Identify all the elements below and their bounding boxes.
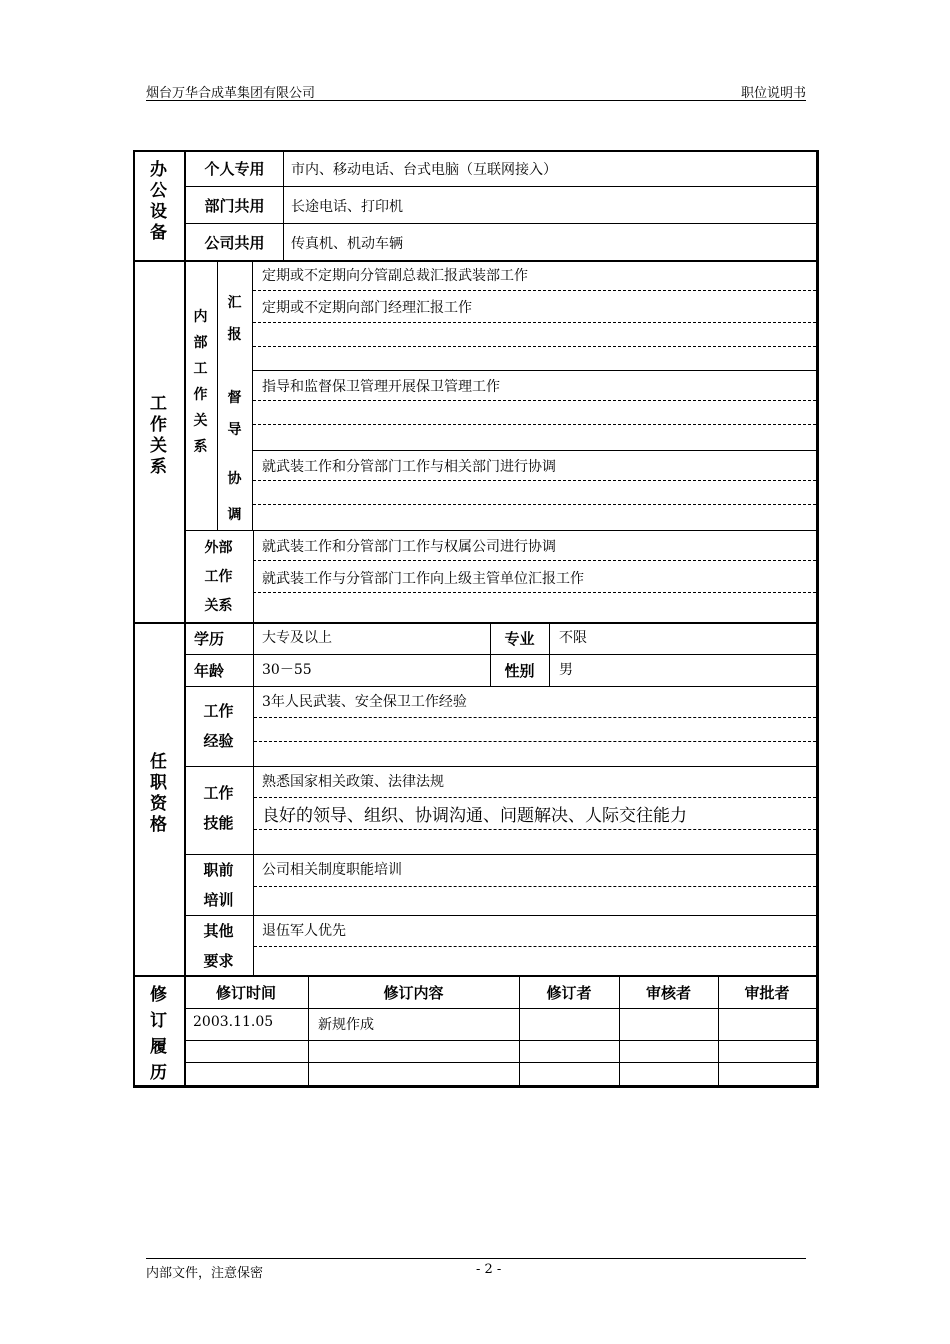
- training-line-1: 公司相关制度职能培训: [262, 862, 402, 878]
- report-line-2: 定期或不定期向部门经理汇报工作: [262, 300, 472, 316]
- revision-row-1-content: 新规作成: [318, 1017, 374, 1033]
- department-shared-value: 长途电话、打印机: [291, 199, 403, 215]
- education-label: 学历: [193, 630, 224, 648]
- major-label: 专业: [504, 630, 535, 648]
- internal-relations-label: 内部工作关系: [193, 309, 208, 455]
- external-line-2: 就武装工作与分管部门工作向上级主管单位汇报工作: [262, 571, 584, 587]
- experience-label: 工作经验: [203, 702, 234, 750]
- revision-header-reviewer: 审核者: [645, 984, 691, 1002]
- revision-section-label: 修订履历: [150, 985, 167, 1083]
- company-name: 烟台万华合成革集团有限公司: [146, 86, 316, 101]
- confidential-note: 内部文件，注意保密: [146, 1266, 264, 1281]
- skills-label: 工作技能: [203, 784, 234, 832]
- job-description-table: [133, 150, 818, 1087]
- gender-label: 性别: [504, 662, 535, 680]
- personal-use-label: 个人专用: [204, 160, 265, 178]
- revision-header-content: 修订内容: [383, 984, 444, 1002]
- company-shared-value: 传真机、机动车辆: [291, 236, 403, 252]
- training-label: 职前培训: [203, 861, 234, 909]
- age-label: 年龄: [193, 662, 224, 680]
- department-shared-label: 部门共用: [204, 197, 265, 215]
- page-header: [146, 82, 806, 101]
- gender-value: 男: [559, 662, 573, 678]
- revision-header-time: 修订时间: [215, 984, 276, 1002]
- education-value: 大专及以上: [262, 630, 332, 646]
- external-relations-label: 外部工作关系: [204, 540, 233, 614]
- document-type: 职位说明书: [740, 86, 806, 101]
- report-line-1: 定期或不定期向分管副总裁汇报武装部工作: [262, 268, 528, 284]
- major-value: 不限: [559, 630, 587, 646]
- personal-use-value: 市内、移动电话、台式电脑（互联网接入）: [291, 162, 557, 178]
- skills-line-2: 良好的领导、组织、协调沟通、问题解决、人际交往能力: [262, 806, 687, 826]
- page-number: - 2 -: [476, 1262, 502, 1277]
- other-requirements-label: 其他要求: [203, 922, 234, 970]
- supervise-label: 督导: [227, 390, 242, 438]
- external-line-1: 就武装工作和分管部门工作与权属公司进行协调: [262, 539, 556, 555]
- qualifications-section-label: 任职资格: [150, 752, 167, 835]
- experience-line-1: 3年人民武装、安全保卫工作经验: [262, 694, 467, 710]
- company-shared-label: 公司共用: [204, 234, 265, 252]
- report-label: 汇报: [227, 295, 242, 343]
- revision-header-reviser: 修订者: [546, 984, 592, 1002]
- equipment-section-label: 办公设备: [150, 160, 167, 243]
- revision-header-approver: 审批者: [744, 984, 790, 1002]
- work-relations-section-label: 工作关系: [150, 394, 167, 477]
- other-requirements-line-1: 退伍军人优先: [262, 923, 346, 939]
- revision-row-1-time: 2003.11.05: [193, 1014, 274, 1030]
- supervise-line-1: 指导和监督保卫管理开展保卫管理工作: [262, 379, 500, 395]
- coordinate-label: 协调: [227, 471, 242, 523]
- page-footer: [146, 1258, 806, 1281]
- coordinate-line-1: 就武装工作和分管部门工作与相关部门进行协调: [262, 459, 556, 475]
- age-value: 30－55: [262, 662, 312, 678]
- skills-line-1: 熟悉国家相关政策、法律法规: [262, 774, 444, 790]
